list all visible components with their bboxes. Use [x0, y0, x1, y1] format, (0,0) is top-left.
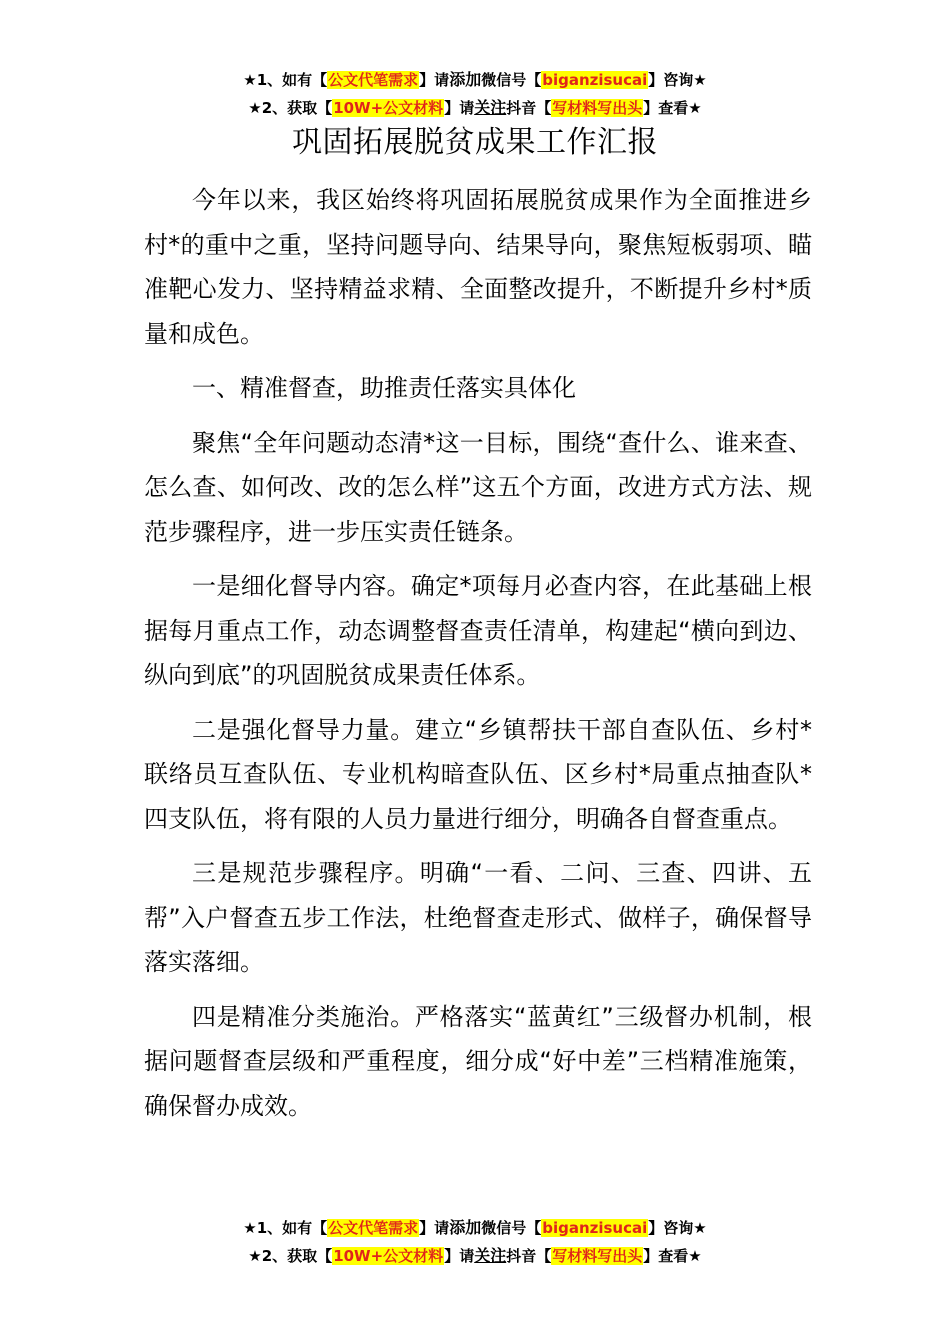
- highlight-service: 公文代笔需求: [328, 71, 419, 89]
- highlight-douyin-account: 写材料写出头: [552, 1247, 643, 1265]
- paragraph: 聚焦“全年问题动态清*这一目标，围绕“查什么、谁来查、怎么查、如何改、改的怎么样”这五个方面，改进方式方法、规范步骤程序，进一步压实责任链条。: [144, 428, 812, 546]
- paragraph: 四是精准分类施治。严格落实“蓝黄红”三级督办机制，根据问题督查层级和严重程度，细分成“好中差”三档精准施策，确保督办成效。: [144, 1002, 812, 1120]
- section-heading: 一、精准督查，助推责任落实具体化: [192, 374, 576, 402]
- document-title: 巩固拓展脱贫成果工作汇报: [292, 125, 658, 160]
- promo-line-2: ★2、获取【10W+公文材料】请关注抖音【写材料写出头】查看★: [248, 1246, 702, 1265]
- highlight-materials: 10W+公文材料: [333, 99, 444, 117]
- paragraph: 一是细化督导内容。确定*项每月必查内容，在此基础上根据每月重点工作，动态调整督查责任清单，构建起“横向到边、纵向到底”的巩固脱贫成果责任体系。: [144, 572, 812, 689]
- highlight-service: 公文代笔需求: [328, 1219, 419, 1237]
- highlight-materials: 10W+公文材料: [333, 1247, 444, 1265]
- paragraph-intro: 今年以来，我区始终将巩固拓展脱贫成果作为全面推进乡村*的重中之重，坚持问题导向、结果导向，聚焦短板弱项、瞄准靶心发力、坚持精益求精、全面整改提升，不断提升乡村*质量和成色。: [144, 186, 812, 348]
- promo-banner-bottom: [0, 1214, 950, 1270]
- promo-line-1: ★1、如有【公文代笔需求】请添加微信号【biganzisucai】咨询★: [243, 70, 707, 89]
- document-body: [144, 178, 812, 1138]
- highlight-douyin-account: 写材料写出头: [552, 99, 643, 117]
- highlight-wechat-id: biganzisucai: [542, 71, 648, 89]
- paragraph: 三是规范步骤程序。明确“一看、二问、三查、四讲、五帮”入户督查五步工作法，杜绝督查走形式、做样子，确保督导落实落细。: [144, 859, 812, 976]
- promo-line-2: ★2、获取【10W+公文材料】请关注抖音【写材料写出头】查看★: [248, 98, 702, 117]
- highlight-wechat-id: biganzisucai: [542, 1219, 648, 1237]
- paragraph: 二是强化督导力量。建立“乡镇帮扶干部自查队伍、乡村*联络员互查队伍、专业机构暗查队伍、区乡村*局重点抽查队*四支队伍，将有限的人员力量进行细分，明确各自督查重点。: [144, 715, 812, 833]
- promo-line-1: ★1、如有【公文代笔需求】请添加微信号【biganzisucai】咨询★: [243, 1218, 707, 1237]
- promo-banner-top: [0, 66, 950, 122]
